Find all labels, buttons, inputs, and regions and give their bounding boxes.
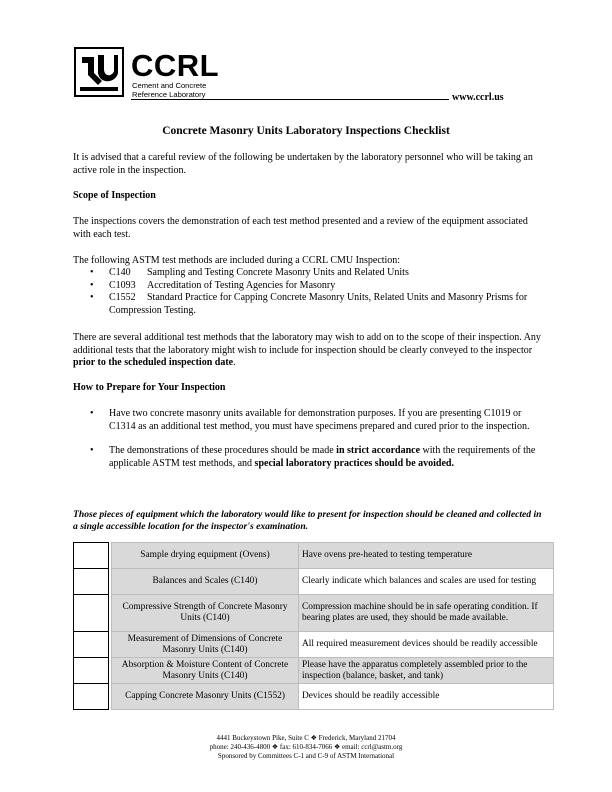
- methods-list: [90, 267, 540, 317]
- additional-tests-paragraph: There are several additional test methods that the laboratory may wish to add on to the scope of their inspection. Any additional tests that the laboratory might wish to include for inspection should be clearly conveyed to the inspector prior to the scheduled inspection date.: [73, 332, 541, 369]
- logo-subtitle: Cement and Concrete Reference Laboratory: [132, 81, 207, 99]
- checkbox[interactable]: [74, 684, 109, 710]
- list-item: • The demonstrations of these procedures should be made in strict accordance with the requirements of the applicable ASTM test methods, and special laboratory practices should be avoided.: [90, 445, 536, 469]
- table-row: [74, 658, 554, 684]
- page-footer: [0, 734, 612, 761]
- footer-address: 4441 Buckeystown Pike, Suite C ❖ Frederick, Maryland 21704: [216, 734, 396, 742]
- checkbox[interactable]: [74, 543, 109, 569]
- table-row: [74, 595, 554, 632]
- footer-contact: phone: 240-436-4800 ❖ fax: 610-834-7066 ❖ email: ccrl@astm.org: [209, 743, 403, 751]
- equipment-name: Compressive Strength of Concrete Masonry Units (C140): [112, 595, 299, 632]
- ccrl-logo-icon: [74, 47, 124, 97]
- checkbox[interactable]: [74, 595, 109, 632]
- table-row: [74, 569, 554, 595]
- equipment-description: All required measurement devices should be readily accessible: [299, 632, 554, 658]
- equipment-name: Capping Concrete Masonry Units (C1552): [112, 684, 299, 710]
- equipment-description: Clearly indicate which balances and scales are used for testing: [299, 569, 554, 595]
- table-row: [74, 632, 554, 658]
- equipment-checklist-table: [73, 542, 554, 710]
- equipment-note: Those pieces of equipment which the laboratory would like to present for inspection should be cleaned and collected in a single accessible location for the inspector's examination.: [73, 509, 542, 532]
- page-title: Concrete Masonry Units Laboratory Inspections Checklist: [162, 125, 450, 137]
- checkbox[interactable]: [74, 632, 109, 658]
- footer-sponsor: Sponsored by Committees C-1 and C-9 of ASTM International: [217, 752, 395, 760]
- checkbox[interactable]: [74, 569, 109, 595]
- equipment-name: Sample drying equipment (Ovens): [112, 543, 299, 569]
- equipment-description: Devices should be readily accessible: [299, 684, 554, 710]
- intro-paragraph: It is advised that a careful review of the following be undertaken by the laboratory personnel who will be taking an active role in the inspection.: [73, 152, 533, 176]
- equipment-name: Absorption & Moisture Content of Concrete Masonry Units (C140): [112, 658, 299, 684]
- equipment-name: Measurement of Dimensions of Concrete Masonry Units (C140): [112, 632, 299, 658]
- scope-paragraph: The inspections covers the demonstration of each test method presented and a review of the equipment associated with each test.: [73, 216, 528, 240]
- scope-heading: Scope of Inspection: [73, 190, 156, 201]
- checkbox[interactable]: [74, 658, 109, 684]
- prepare-heading: How to Prepare for Your Inspection: [73, 382, 226, 393]
- table-row: [74, 684, 554, 710]
- logo-wordmark: CCRL: [131, 48, 220, 83]
- methods-intro: The following ASTM test methods are included during a CCRL CMU Inspection:: [73, 255, 401, 266]
- list-item: • Have two concrete masonry units available for demonstration purposes. If you are presenting C1019 or C1314 as an additional test method, you must have specimens prepared and cured prior to the inspection.: [90, 408, 530, 432]
- list-item: • C140 Sampling and Testing Concrete Masonry Units and Related Units: [90, 267, 409, 278]
- equipment-description: Please have the apparatus completely assembled prior to the inspection (balance, basket, and tank): [299, 658, 554, 684]
- table-row: [74, 543, 554, 569]
- list-item: • C1552 Standard Practice for Capping Concrete Masonry Units, Related Units and Masonry Prisms for Compression Testing.: [90, 292, 528, 316]
- equipment-description: Have ovens pre-heated to testing temperature: [299, 543, 554, 569]
- equipment-name: Balances and Scales (C140): [112, 569, 299, 595]
- prepare-list: [90, 408, 540, 470]
- equipment-description: Compression machine should be in safe operating condition. If bearing plates are used, they should be made available.: [299, 595, 554, 632]
- list-item: • C1093 Accreditation of Testing Agencies for Masonry: [90, 279, 336, 291]
- website-link[interactable]: www.ccrl.us: [452, 92, 504, 103]
- header-rule: [131, 99, 449, 100]
